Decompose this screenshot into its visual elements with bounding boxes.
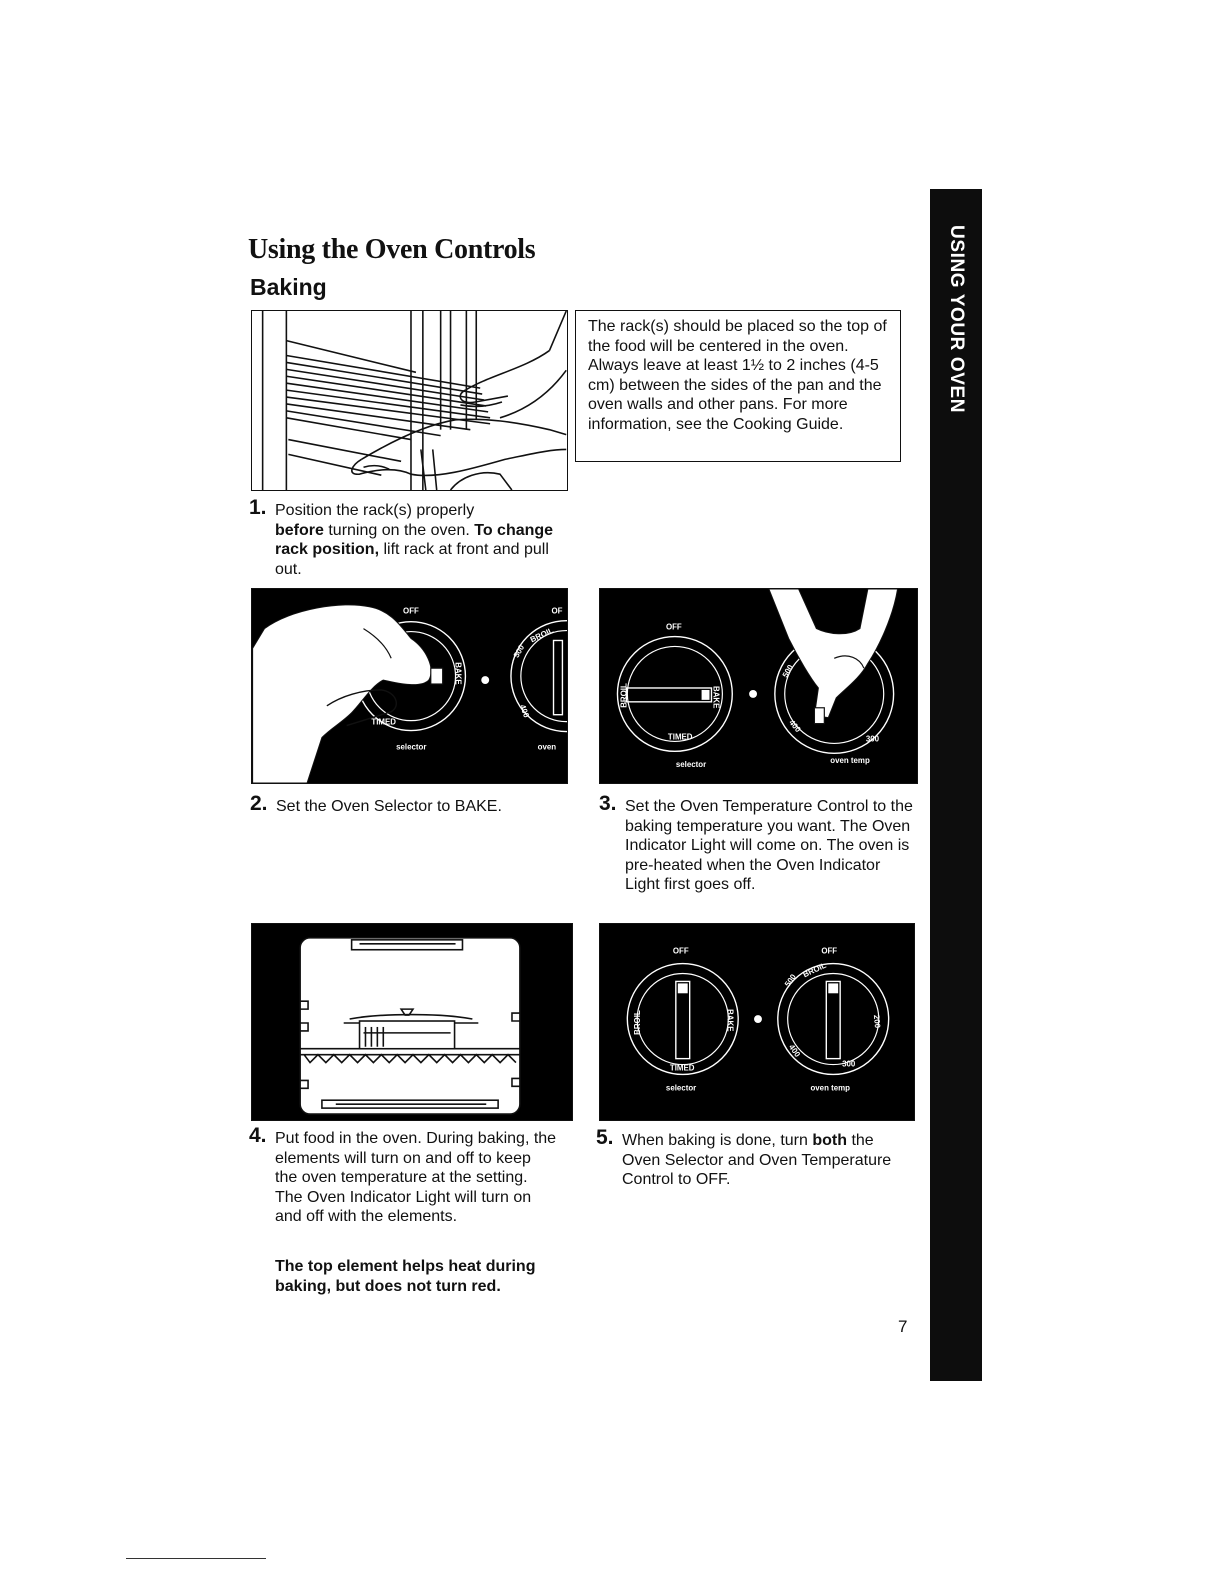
dial-label: selector [396, 742, 427, 752]
dial-label: BROIL [619, 683, 629, 708]
dial-label: OFF [403, 606, 419, 616]
dial-label: 400 [517, 703, 531, 719]
side-tab-label: USING YOUR OVEN [946, 225, 967, 414]
dial-label: 400 [787, 718, 803, 735]
step-text: When baking is done, turn [622, 1132, 813, 1149]
dial-label: oven [537, 742, 557, 752]
step-1 [249, 496, 565, 579]
dials-off-illustration [599, 923, 915, 1121]
dial-label: TIMED [371, 717, 397, 727]
step-4 [249, 1124, 557, 1227]
dial-label: OFF [821, 946, 838, 956]
rack-placement-note: The rack(s) should be placed so the top of the food will be centered in the oven. Always leave at least 1½ to 2 inches (4-5 cm) between the sides of the pan and the oven walls and other pans. For more information, see the Cooking Guide. [575, 310, 901, 462]
step-text: lift rack at front and pull out. [275, 541, 549, 578]
step-emphasis: both [812, 1132, 847, 1149]
step-5 [596, 1126, 912, 1190]
dial-label: OF [551, 606, 563, 616]
dial-label: BROIL [528, 625, 555, 645]
step-text: Set the Oven Selector to BAKE. [276, 798, 502, 815]
dial-label: selector [675, 760, 707, 770]
step-emphasis: To change rack position, [275, 521, 554, 558]
step-number: 2. [250, 792, 268, 815]
step-emphasis: before [275, 521, 324, 539]
step-4-note: The top element helps heat during baking, but does not turn red. [275, 1258, 536, 1295]
step-text: Position the rack(s) properly [275, 502, 475, 519]
step-number: 3. [599, 792, 617, 815]
section-subtitle: Baking [250, 274, 327, 300]
dial-label: 500 [782, 972, 798, 989]
step-2 [250, 792, 566, 817]
dial-label: 300 [865, 734, 880, 744]
page-number: 7 [898, 1317, 908, 1336]
dial-label: oven temp [830, 756, 870, 766]
step-text: the Oven Selector and Oven Temperature Control to OFF. [622, 1132, 892, 1188]
dial-label: 500 [780, 663, 796, 680]
dial-label: BAKE [453, 662, 463, 685]
dial-label: BROIL [801, 960, 828, 980]
step-number: 4. [249, 1124, 267, 1147]
dial-label: OFF [672, 946, 689, 956]
step-number: 5. [596, 1126, 614, 1149]
dial-label: 400 [787, 1042, 802, 1059]
oven-temp-illustration [599, 588, 918, 784]
dial-label: BAKE [725, 1009, 735, 1032]
dial-label: selector [665, 1083, 697, 1093]
step-text: Set the Oven Temperature Control to the baking temperature you want. The Oven Indicator Light will come on. The oven is pre-heated when the Oven Indicator Light first goes off. [625, 798, 913, 893]
step-text: Put food in the oven. During baking, the elements will turn on and off to keep the oven temperature at the setting. The Oven Indicator Light will turn on and off with the elements. [275, 1130, 557, 1225]
dial-label: TIMED [669, 1063, 695, 1073]
dial-label: BAKE [711, 686, 721, 709]
page-title: Using the Oven Controls [248, 234, 536, 265]
step-text: turning on the oven. [323, 521, 475, 539]
step-number: 1. [249, 496, 267, 519]
dial-label: 200 [871, 1014, 882, 1029]
dial-label: oven temp [810, 1083, 851, 1093]
dial-label: OFF [665, 622, 682, 632]
dial-label: 300 [842, 1059, 856, 1069]
rack-illustration [251, 310, 568, 491]
dial-label: TIMED [667, 732, 693, 742]
selector-bake-illustration [251, 588, 568, 784]
footer-rule [126, 1558, 266, 1559]
dial-label: BROIL [633, 1010, 643, 1035]
side-tab [930, 189, 982, 1381]
oven-interior-illustration [251, 923, 573, 1121]
dial-label: 500 [511, 643, 527, 660]
step-3 [599, 792, 917, 895]
